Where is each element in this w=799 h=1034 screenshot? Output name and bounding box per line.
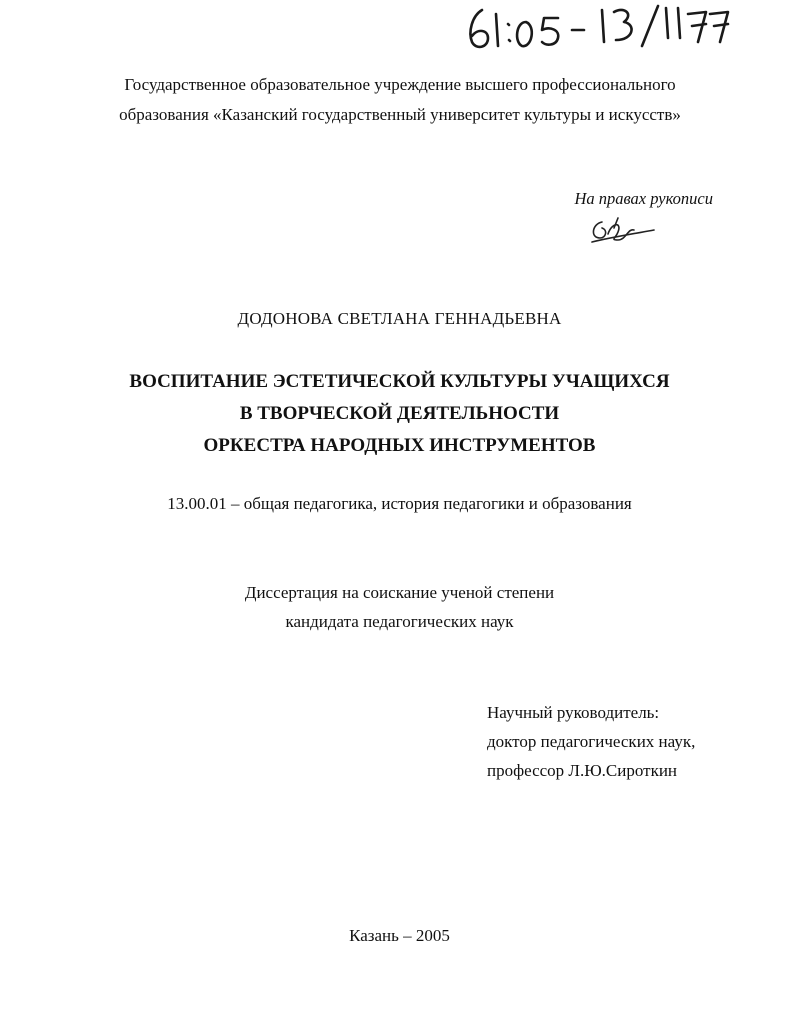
degree-statement <box>0 578 799 636</box>
institution-line-2: образования «Казанский государственный университет культуры и искусств» <box>119 105 681 124</box>
title-line-2: В ТВОРЧЕСКОЙ ДЕЯТЕЛЬНОСТИ <box>239 403 560 424</box>
institution-line-1: Государственное образовательное учреждение высшего профессионального <box>124 75 676 94</box>
supervisor-block <box>487 698 695 785</box>
institution-header <box>60 70 740 130</box>
supervisor-line-3: профессор Л.Ю.Сироткин <box>487 761 678 780</box>
rights-note: На правах рукописи <box>574 189 713 208</box>
author-name: ДОДОНОВА СВЕТЛАНА ГЕННАДЬЕВНА <box>237 309 562 328</box>
supervisor-line-1: Научный руководитель: <box>487 703 660 722</box>
supervisor-line-2: доктор педагогических наук, <box>487 732 696 751</box>
handwritten-signature <box>588 214 656 246</box>
title-line-1: ВОСПИТАНИЕ ЭСТЕТИЧЕСКОЙ КУЛЬТУРЫ УЧАЩИХСЯ <box>129 371 670 392</box>
place-and-year: Казань – 2005 <box>349 926 450 945</box>
title-line-3: ОРКЕСТРА НАРОДНЫХ ИНСТРУМЕНТОВ <box>203 435 596 456</box>
handwritten-code <box>462 2 732 54</box>
degree-line-1: Диссертация на соискание ученой степени <box>244 583 555 602</box>
dissertation-title <box>0 366 799 462</box>
degree-line-2: кандидата педагогических наук <box>285 612 514 631</box>
specialty-code: 13.00.01 – общая педагогика, история педагогики и образования <box>167 494 632 513</box>
